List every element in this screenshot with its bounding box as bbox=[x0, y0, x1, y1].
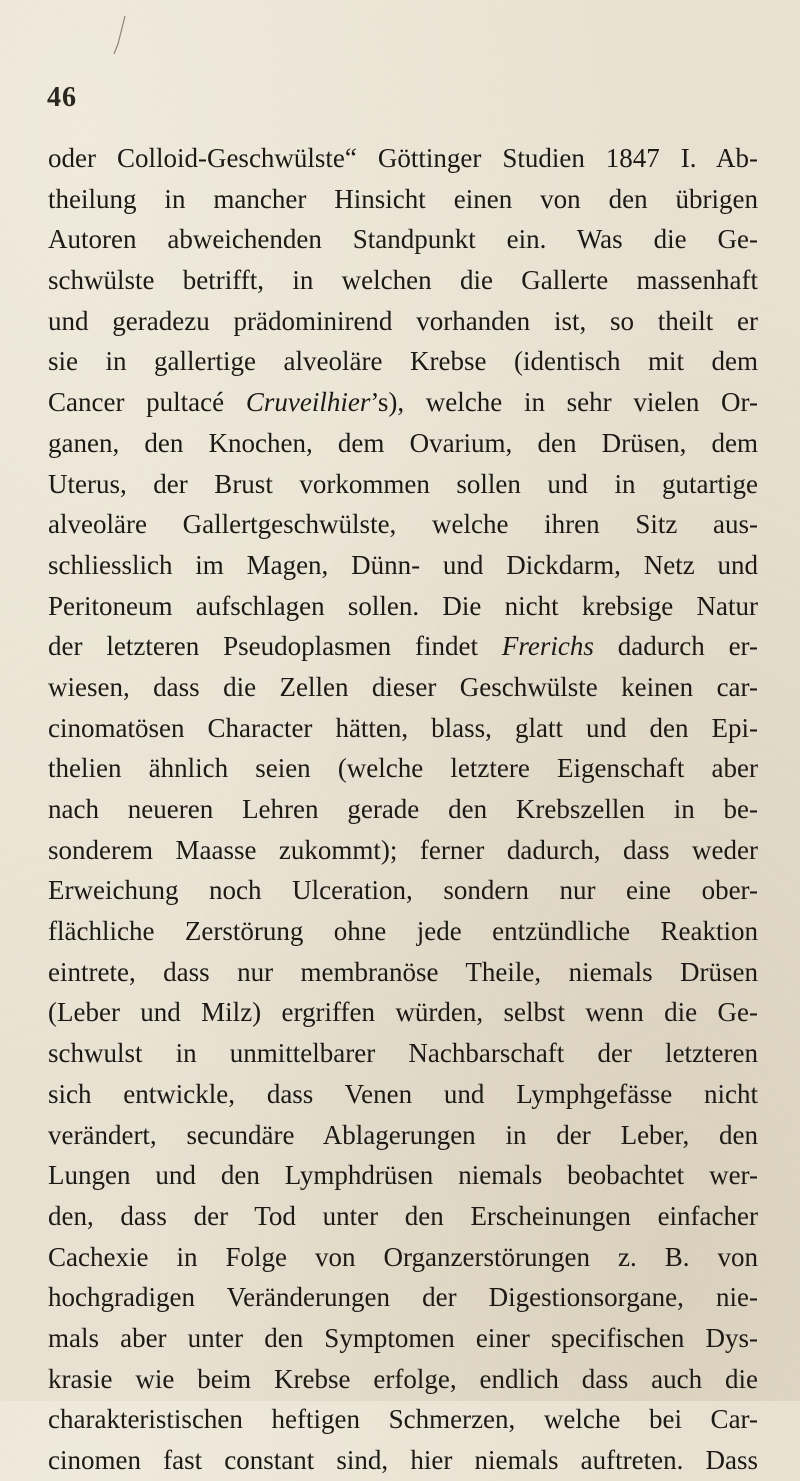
text-line bbox=[48, 870, 758, 911]
text-segment: krasie wie beim Krebse erfolge, endlich dass auch die bbox=[48, 1363, 758, 1394]
text-segment: nach neueren Lehren gerade den Krebszellen in be- bbox=[48, 794, 758, 824]
text-line bbox=[48, 708, 758, 749]
text-segment: verändert, secundäre Ablagerungen in der Leber, den bbox=[48, 1119, 758, 1150]
text-segment: thelien ähnlich seien (welche letztere Eigenschaft aber bbox=[48, 753, 758, 784]
text-segment: oder Colloid-Geschwülste“ Göttinger Studien 1847 I. Ab- bbox=[48, 143, 758, 173]
text-segment: der letzteren Pseudoplasmen findet bbox=[48, 631, 502, 662]
text-segment: Uterus, der Brust vorkommen sollen und in gutartige bbox=[48, 468, 758, 499]
text-line bbox=[48, 1399, 758, 1440]
text-segment: den, dass der Tod unter den Erscheinungen einfacher bbox=[48, 1200, 758, 1231]
text-segment: sonderem Maasse zukommt); ferner dadurch, dass weder bbox=[48, 834, 758, 865]
text-segment: Autoren abweichenden Standpunkt ein. Was die Ge- bbox=[48, 224, 758, 255]
text-segment: sie in gallertige alveoläre Krebse (identisch mit dem bbox=[48, 346, 758, 377]
text-line bbox=[48, 952, 758, 993]
text-line bbox=[48, 1196, 758, 1237]
text-line bbox=[48, 464, 758, 505]
text-segment: theilung in mancher Hinsicht einen von den übrigen bbox=[48, 183, 758, 214]
text-segment: Peritoneum aufschlagen sollen. Die nicht krebsige Natur bbox=[48, 590, 758, 621]
text-line bbox=[48, 423, 758, 464]
text-line bbox=[48, 992, 758, 1033]
text-segment: ’s), welche in sehr vielen Or- bbox=[370, 387, 758, 418]
text-segment: wiesen, dass die Zellen dieser Geschwülste keinen car- bbox=[48, 671, 758, 702]
page-number: 46 bbox=[47, 82, 77, 113]
text-line bbox=[48, 586, 758, 627]
text-line bbox=[48, 341, 758, 382]
text-line bbox=[48, 1440, 758, 1481]
text-line bbox=[48, 138, 758, 179]
text-segment: ganen, den Knochen, dem Ovarium, den Drüsen, dem bbox=[48, 427, 758, 458]
text-line bbox=[48, 1115, 758, 1156]
text-segment: eintrete, dass nur membranöse Theile, niemals Drüsen bbox=[48, 956, 758, 987]
text-line bbox=[48, 1237, 758, 1278]
text-segment: charakteristischen heftigen Schmerzen, welche bei Car- bbox=[48, 1404, 758, 1435]
text-line bbox=[48, 260, 758, 301]
text-segment: dadurch er- bbox=[593, 631, 758, 662]
text-line bbox=[48, 504, 758, 545]
text-line bbox=[48, 748, 758, 789]
text-line bbox=[48, 667, 758, 708]
text-segment: Cachexie in Folge von Organzerstörungen z. B. von bbox=[48, 1241, 758, 1272]
text-line bbox=[48, 1318, 758, 1359]
text-segment: mals aber unter den Symptomen einer specifischen Dys- bbox=[48, 1322, 758, 1353]
italic-name: Cruveilhier bbox=[245, 387, 371, 418]
text-segment: und geradezu prädominirend vorhanden ist, so theilt er bbox=[48, 305, 758, 336]
text-line bbox=[48, 830, 758, 871]
text-line bbox=[48, 301, 758, 342]
text-line bbox=[48, 911, 758, 952]
text-line bbox=[48, 1359, 758, 1400]
text-line bbox=[48, 219, 758, 260]
text-segment: cinomatösen Character hätten, blass, glatt und den Epi- bbox=[48, 712, 758, 743]
text-segment: Lungen und den Lymphdrüsen niemals beobachtet wer- bbox=[48, 1160, 758, 1191]
pencil-mark bbox=[112, 14, 128, 58]
text-segment: schwulst in unmittelbarer Nachbarschaft der letzteren bbox=[48, 1038, 758, 1069]
text-line bbox=[48, 789, 758, 830]
italic-name: Frerichs bbox=[501, 631, 594, 662]
text-line bbox=[48, 179, 758, 220]
text-line bbox=[48, 1277, 758, 1318]
text-segment: Erweichung noch Ulceration, sondern nur eine ober- bbox=[48, 875, 758, 906]
text-line bbox=[48, 626, 758, 667]
body-text bbox=[48, 138, 758, 1481]
text-segment: Cancer pultacé bbox=[48, 387, 246, 418]
text-line bbox=[48, 382, 758, 423]
text-segment: alveoläre Gallertgeschwülste, welche ihren Sitz aus- bbox=[48, 509, 758, 540]
text-segment: flächliche Zerstörung ohne jede entzündliche Reaktion bbox=[48, 916, 758, 947]
text-segment: schliesslich im Magen, Dünn- und Dickdarm, Netz und bbox=[48, 549, 758, 580]
text-segment: sich entwickle, dass Venen und Lymphgefässe nicht bbox=[48, 1078, 758, 1109]
text-line bbox=[48, 1033, 758, 1074]
text-segment: (Leber und Milz) ergriffen würden, selbst wenn die Ge- bbox=[48, 997, 758, 1028]
text-line bbox=[48, 545, 758, 586]
text-line bbox=[48, 1074, 758, 1115]
text-segment: cinomen fast constant sind, hier niemals auftreten. Dass bbox=[48, 1445, 758, 1475]
text-segment: schwülste betrifft, in welchen die Gallerte massenhaft bbox=[48, 265, 758, 296]
text-segment: hochgradigen Veränderungen der Digestionsorgane, nie- bbox=[48, 1282, 758, 1313]
text-line bbox=[48, 1155, 758, 1196]
